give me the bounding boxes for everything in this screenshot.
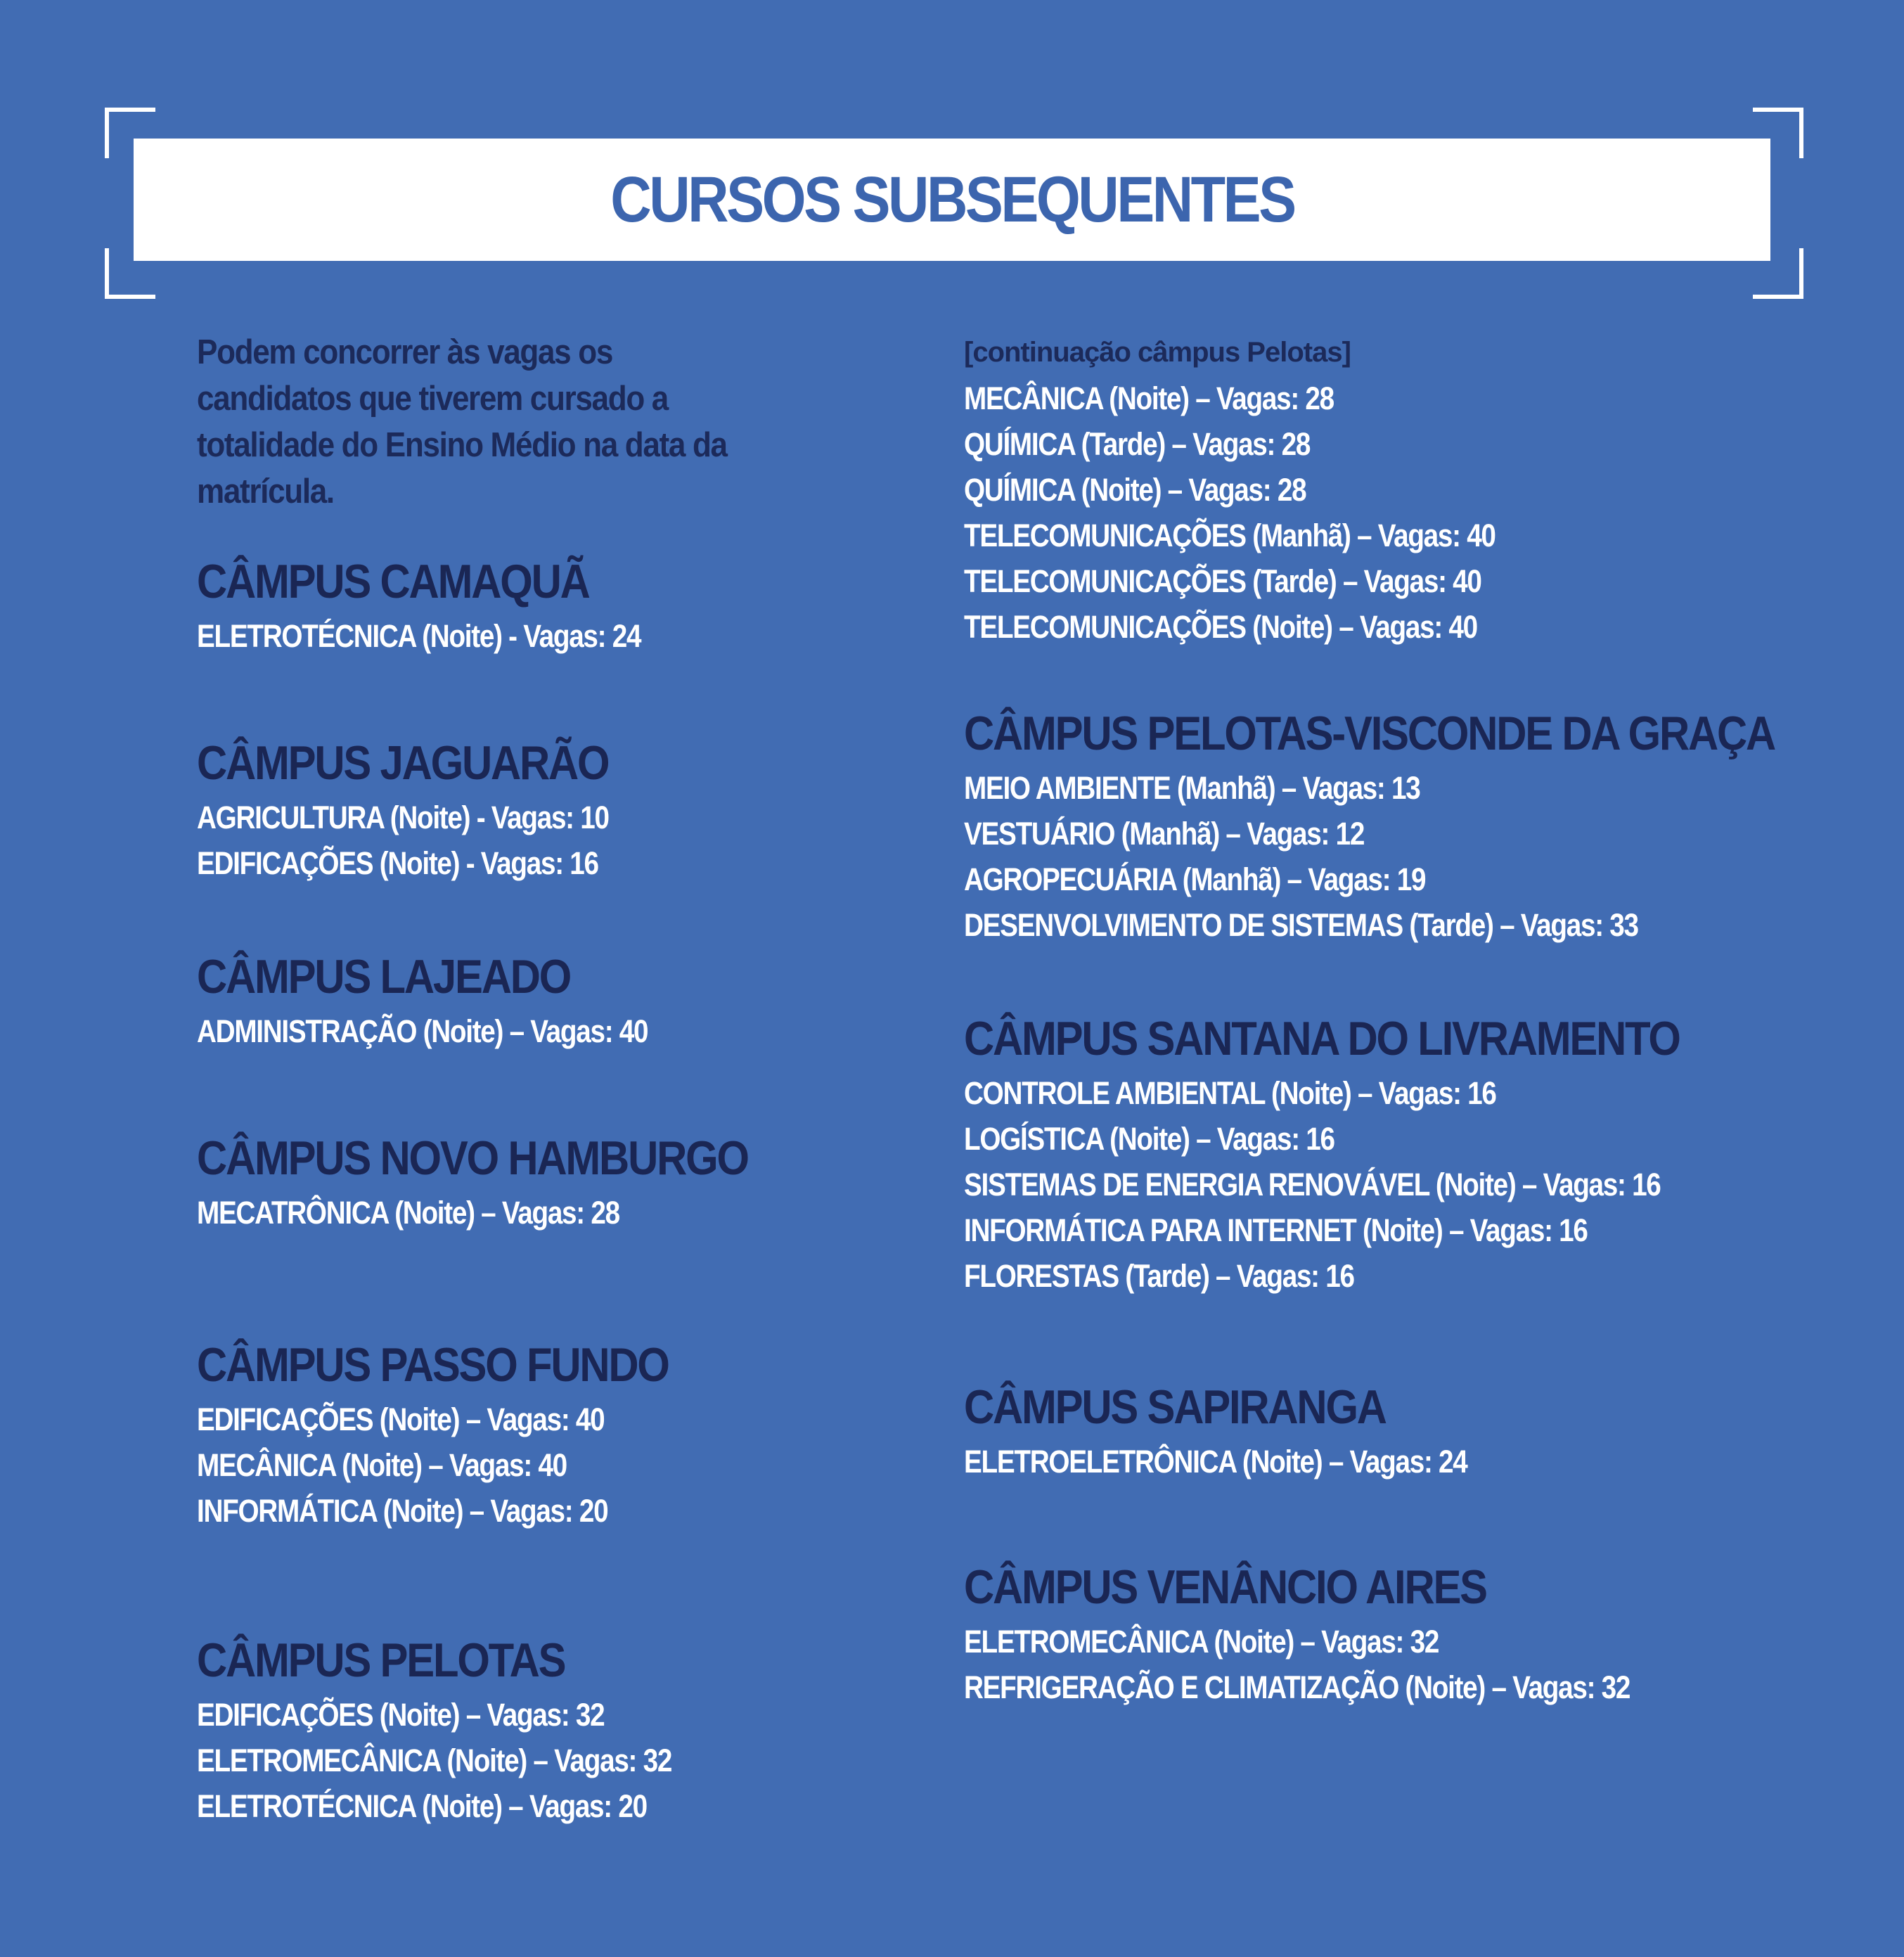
course-item: ELETROTÉCNICA (Noite) – Vagas: 20 bbox=[197, 1788, 647, 1824]
course-item: ELETROMECÂNICA (Noite) – Vagas: 32 bbox=[964, 1624, 1439, 1660]
course-item: ELETROELETRÔNICA (Noite) – Vagas: 24 bbox=[964, 1444, 1467, 1480]
campus-passo-fundo bbox=[197, 1333, 733, 1534]
course-item: MECÂNICA (Noite) – Vagas: 28 bbox=[964, 380, 1334, 416]
course-item: MEIO AMBIENTE (Manhã) – Vagas: 13 bbox=[964, 770, 1420, 806]
course-item: QUÍMICA (Tarde) – Vagas: 28 bbox=[964, 426, 1311, 462]
campus-heading: CÂMPUS PASSO FUNDO bbox=[197, 1338, 669, 1392]
campus-lajeado bbox=[197, 945, 721, 1054]
campus-heading: CÂMPUS LAJEADO bbox=[197, 950, 571, 1003]
title-banner bbox=[134, 139, 1770, 261]
campus-heading: CÂMPUS VENÂNCIO AIRES bbox=[964, 1560, 1486, 1614]
course-item: ADMINISTRAÇÃO (Noite) – Vagas: 40 bbox=[197, 1013, 648, 1049]
course-item: AGROPECUÁRIA (Manhã) – Vagas: 19 bbox=[964, 861, 1426, 897]
intro-text: Podem concorrer às vagas os candidatos que tiverem cursado a totalidade do Ensino Médio na data da matrícula. bbox=[197, 333, 727, 511]
campus-heading: CÂMPUS PELOTAS-VISCONDE DA GRAÇA bbox=[964, 707, 1775, 760]
campus-novo-hamburgo bbox=[197, 1127, 823, 1236]
course-item: ELETROMECÂNICA (Noite) – Vagas: 32 bbox=[197, 1743, 672, 1778]
course-item: TELECOMUNICAÇÕES (Noite) – Vagas: 40 bbox=[964, 609, 1477, 645]
course-item: MECATRÔNICA (Noite) – Vagas: 28 bbox=[197, 1195, 619, 1231]
campus-heading: CÂMPUS JAGUARÃO bbox=[197, 736, 609, 790]
course-item: SISTEMAS DE ENERGIA RENOVÁVEL (Noite) – Vagas: 16 bbox=[964, 1167, 1661, 1202]
campus-sapiranga bbox=[964, 1375, 1549, 1484]
course-item: LOGÍSTICA (Noite) – Vagas: 16 bbox=[964, 1121, 1334, 1157]
course-item: INFORMÁTICA (Noite) – Vagas: 20 bbox=[197, 1493, 608, 1529]
campus-heading: CÂMPUS CAMAQUÃ bbox=[197, 555, 589, 608]
campus-heading: CÂMPUS SAPIRANGA bbox=[964, 1380, 1386, 1434]
course-item: TELECOMUNICAÇÕES (Tarde) – Vagas: 40 bbox=[964, 563, 1481, 599]
course-item: FLORESTAS (Tarde) – Vagas: 16 bbox=[964, 1258, 1354, 1294]
campus-camaqua bbox=[197, 550, 713, 659]
course-item: VESTUÁRIO (Manhã) – Vagas: 12 bbox=[964, 816, 1365, 852]
course-item: INFORMÁTICA PARA INTERNET (Noite) – Vagas: 16 bbox=[964, 1212, 1588, 1248]
page-title: CURSOS SUBSEQUENTES bbox=[610, 163, 1294, 236]
course-item: MECÂNICA (Noite) – Vagas: 40 bbox=[197, 1447, 567, 1483]
campus-venancio-aires bbox=[964, 1555, 1738, 1710]
campus-jaguarao bbox=[197, 731, 676, 886]
course-item: EDIFICAÇÕES (Noite) – Vagas: 32 bbox=[197, 1697, 605, 1733]
campus-heading: CÂMPUS PELOTAS bbox=[197, 1634, 565, 1687]
course-item: EDIFICAÇÕES (Noite) - Vagas: 16 bbox=[197, 845, 598, 881]
course-item: REFRIGERAÇÃO E CLIMATIZAÇÃO (Noite) – Vagas: 32 bbox=[964, 1669, 1630, 1705]
campus-heading: CÂMPUS NOVO HAMBURGO bbox=[197, 1131, 748, 1185]
course-item: QUÍMICA (Noite) – Vagas: 28 bbox=[964, 472, 1306, 508]
course-item: TELECOMUNICAÇÕES (Manhã) – Vagas: 40 bbox=[964, 518, 1495, 553]
course-item: DESENVOLVIMENTO DE SISTEMAS (Tarde) – Vagas: 33 bbox=[964, 907, 1638, 943]
campus-heading: CÂMPUS SANTANA DO LIVRAMENTO bbox=[964, 1012, 1680, 1065]
course-item: AGRICULTURA (Noite) - Vagas: 10 bbox=[197, 800, 609, 835]
continuation-note: [continuação câmpus Pelotas] bbox=[964, 337, 1351, 368]
pelotas-continuation bbox=[964, 329, 1582, 650]
course-item: ELETROTÉCNICA (Noite) - Vagas: 24 bbox=[197, 618, 641, 654]
campus-pelotas-visconde-da-graca bbox=[964, 702, 1885, 948]
campus-santana-do-livramento bbox=[964, 1007, 1777, 1299]
course-item: CONTROLE AMBIENTAL (Noite) – Vagas: 16 bbox=[964, 1075, 1496, 1111]
left-column bbox=[197, 329, 802, 1824]
campus-pelotas bbox=[197, 1629, 749, 1829]
course-item: EDIFICAÇÕES (Noite) – Vagas: 40 bbox=[197, 1401, 605, 1437]
